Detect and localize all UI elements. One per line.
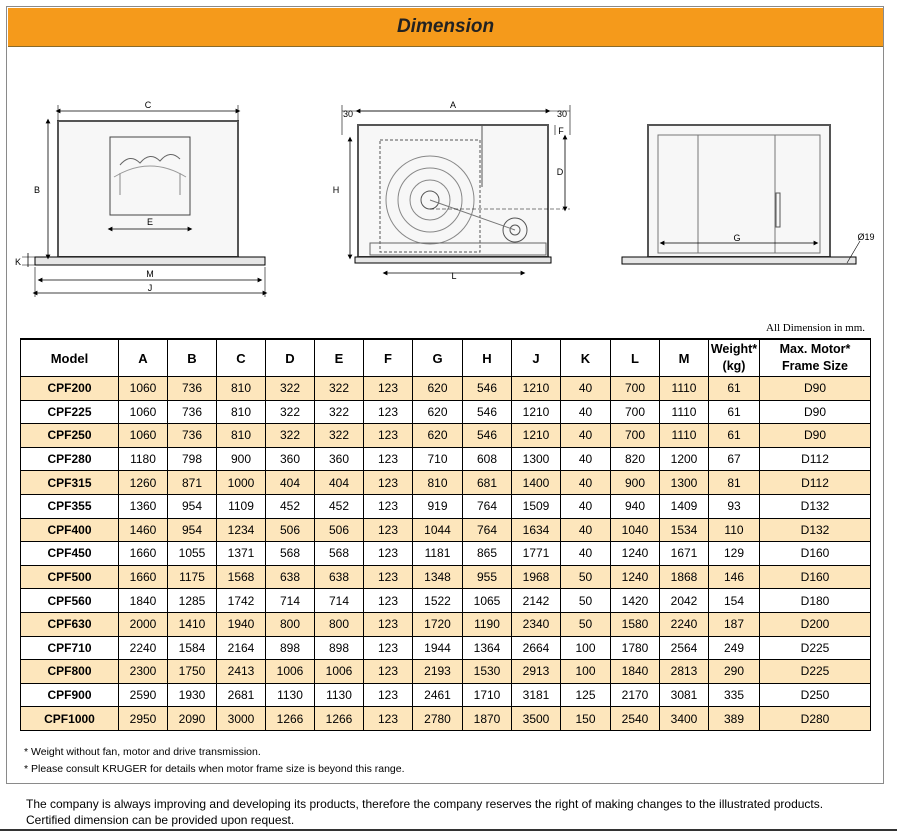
table-row bbox=[21, 707, 871, 731]
table-cell: 2300 bbox=[119, 660, 168, 684]
table-cell: 1420 bbox=[611, 589, 660, 613]
bottom-rule bbox=[0, 829, 897, 831]
table-cell: 1968 bbox=[512, 565, 561, 589]
table-cell: 404 bbox=[266, 471, 315, 495]
table-cell: 452 bbox=[315, 494, 364, 518]
table-cell: 546 bbox=[463, 377, 512, 401]
table-cell: 714 bbox=[266, 589, 315, 613]
dim-label-d: D bbox=[556, 167, 564, 177]
table-cell: 1200 bbox=[660, 447, 709, 471]
table-cell: 700 bbox=[611, 400, 660, 424]
table-cell: 3081 bbox=[660, 683, 709, 707]
column-header-line: (kg) bbox=[722, 359, 746, 373]
model-cell: CPF315 bbox=[21, 471, 119, 495]
table-cell: 2950 bbox=[119, 707, 168, 731]
table-cell: 123 bbox=[364, 683, 413, 707]
table-cell: 2090 bbox=[168, 707, 217, 731]
table-cell: 620 bbox=[413, 400, 463, 424]
table-cell: 50 bbox=[561, 612, 611, 636]
table-cell: 93 bbox=[709, 494, 760, 518]
table-cell: 1360 bbox=[119, 494, 168, 518]
table-cell: 736 bbox=[168, 400, 217, 424]
table-cell: 1868 bbox=[660, 565, 709, 589]
table-cell: 1060 bbox=[119, 400, 168, 424]
table-cell: 2564 bbox=[660, 636, 709, 660]
table-cell: 1266 bbox=[315, 707, 364, 731]
table-cell: 2164 bbox=[217, 636, 266, 660]
table-cell: 764 bbox=[463, 518, 512, 542]
table-cell: 123 bbox=[364, 377, 413, 401]
column-header bbox=[760, 339, 871, 377]
table-cell: 1055 bbox=[168, 542, 217, 566]
table-cell: 1870 bbox=[463, 707, 512, 731]
table-cell: 1300 bbox=[660, 471, 709, 495]
table-cell: 940 bbox=[611, 494, 660, 518]
table-cell: 1109 bbox=[217, 494, 266, 518]
table-cell: 335 bbox=[709, 683, 760, 707]
table-cell: 620 bbox=[413, 377, 463, 401]
table-cell: 900 bbox=[217, 447, 266, 471]
footer-line-2: Certified dimension can be provided upon request. bbox=[26, 813, 295, 827]
table-cell: 810 bbox=[217, 424, 266, 448]
column-header-line: Max. Motor* bbox=[779, 342, 851, 356]
table-cell: 123 bbox=[364, 612, 413, 636]
dimension-unit-note: All Dimension in mm. bbox=[766, 322, 865, 334]
table-cell: 150 bbox=[561, 707, 611, 731]
table-cell: 1181 bbox=[413, 542, 463, 566]
table-row bbox=[21, 400, 871, 424]
table-cell: 123 bbox=[364, 542, 413, 566]
table-row bbox=[21, 542, 871, 566]
table-cell: 919 bbox=[413, 494, 463, 518]
dim-label-l: L bbox=[451, 271, 457, 281]
dim-label-h: H bbox=[332, 185, 340, 195]
table-cell: 1006 bbox=[266, 660, 315, 684]
table-cell: 1400 bbox=[512, 471, 561, 495]
table-cell: 3000 bbox=[217, 707, 266, 731]
table-cell: D90 bbox=[760, 424, 871, 448]
table-cell: 2240 bbox=[660, 612, 709, 636]
table-row bbox=[21, 518, 871, 542]
table-cell: D200 bbox=[760, 612, 871, 636]
table-cell: 40 bbox=[561, 542, 611, 566]
table-cell: 249 bbox=[709, 636, 760, 660]
column-header: J bbox=[512, 339, 561, 377]
dim-label-30-right: 30 bbox=[556, 109, 568, 119]
table-cell: 125 bbox=[561, 683, 611, 707]
table-cell: 1006 bbox=[315, 660, 364, 684]
table-cell: 123 bbox=[364, 636, 413, 660]
model-cell: CPF355 bbox=[21, 494, 119, 518]
table-cell: 714 bbox=[315, 589, 364, 613]
table-cell: 620 bbox=[413, 424, 463, 448]
table-cell: 1410 bbox=[168, 612, 217, 636]
table-cell: 1771 bbox=[512, 542, 561, 566]
table-cell: 123 bbox=[364, 494, 413, 518]
table-cell: D250 bbox=[760, 683, 871, 707]
table-cell: 123 bbox=[364, 424, 413, 448]
table-cell: 1065 bbox=[463, 589, 512, 613]
table-cell: 3181 bbox=[512, 683, 561, 707]
dim-label-b: B bbox=[33, 185, 41, 195]
technical-drawings bbox=[10, 95, 880, 305]
rear-view-drawing bbox=[622, 125, 860, 264]
table-cell: 1130 bbox=[315, 683, 364, 707]
table-cell: 123 bbox=[364, 471, 413, 495]
table-cell: 1234 bbox=[217, 518, 266, 542]
table-cell: 1660 bbox=[119, 565, 168, 589]
column-header bbox=[709, 339, 760, 377]
dim-label-30-left: 30 bbox=[342, 109, 354, 119]
table-row bbox=[21, 447, 871, 471]
dim-label-diameter: Ø19 bbox=[857, 232, 875, 242]
column-header: Model bbox=[21, 339, 119, 377]
table-cell: D225 bbox=[760, 660, 871, 684]
model-cell: CPF900 bbox=[21, 683, 119, 707]
column-header: M bbox=[660, 339, 709, 377]
table-cell: 100 bbox=[561, 660, 611, 684]
table-cell: D132 bbox=[760, 518, 871, 542]
model-cell: CPF400 bbox=[21, 518, 119, 542]
front-view-drawing bbox=[22, 105, 265, 297]
table-cell: 123 bbox=[364, 447, 413, 471]
table-cell: D90 bbox=[760, 400, 871, 424]
table-cell: 764 bbox=[463, 494, 512, 518]
table-cell: 1710 bbox=[463, 683, 512, 707]
table-cell: 1180 bbox=[119, 447, 168, 471]
column-header: E bbox=[315, 339, 364, 377]
table-row bbox=[21, 471, 871, 495]
dim-label-g: G bbox=[733, 233, 741, 243]
table-cell: 1780 bbox=[611, 636, 660, 660]
table-cell: 1260 bbox=[119, 471, 168, 495]
table-cell: 2170 bbox=[611, 683, 660, 707]
model-cell: CPF710 bbox=[21, 636, 119, 660]
table-cell: 1348 bbox=[413, 565, 463, 589]
table-cell: 1044 bbox=[413, 518, 463, 542]
dim-label-k: K bbox=[14, 257, 22, 267]
table-cell: 1750 bbox=[168, 660, 217, 684]
table-cell: 506 bbox=[315, 518, 364, 542]
table-cell: 1944 bbox=[413, 636, 463, 660]
table-cell: 187 bbox=[709, 612, 760, 636]
table-cell: 110 bbox=[709, 518, 760, 542]
table-cell: 638 bbox=[315, 565, 364, 589]
table-row bbox=[21, 589, 871, 613]
footnote-weight: * Weight without fan, motor and drive transmission. bbox=[24, 746, 261, 758]
table-cell: 322 bbox=[266, 424, 315, 448]
model-cell: CPF200 bbox=[21, 377, 119, 401]
table-cell: 820 bbox=[611, 447, 660, 471]
table-cell: D225 bbox=[760, 636, 871, 660]
table-cell: 800 bbox=[315, 612, 364, 636]
table-cell: 40 bbox=[561, 377, 611, 401]
table-cell: 1660 bbox=[119, 542, 168, 566]
table-cell: 954 bbox=[168, 494, 217, 518]
table-row bbox=[21, 612, 871, 636]
table-cell: 2000 bbox=[119, 612, 168, 636]
column-header: D bbox=[266, 339, 315, 377]
table-cell: 710 bbox=[413, 447, 463, 471]
table-cell: D180 bbox=[760, 589, 871, 613]
table-cell: 1460 bbox=[119, 518, 168, 542]
table-cell: 404 bbox=[315, 471, 364, 495]
section-title-text: Dimension bbox=[396, 16, 495, 37]
dim-label-j: J bbox=[147, 283, 153, 293]
table-cell: 40 bbox=[561, 424, 611, 448]
table-cell: 67 bbox=[709, 447, 760, 471]
table-cell: 1110 bbox=[660, 400, 709, 424]
table-cell: 900 bbox=[611, 471, 660, 495]
table-cell: 40 bbox=[561, 494, 611, 518]
table-cell: 1266 bbox=[266, 707, 315, 731]
table-cell: 2042 bbox=[660, 589, 709, 613]
table-cell: 1522 bbox=[413, 589, 463, 613]
column-header: L bbox=[611, 339, 660, 377]
table-cell: 1371 bbox=[217, 542, 266, 566]
column-header: H bbox=[463, 339, 512, 377]
table-row bbox=[21, 424, 871, 448]
table-cell: 1509 bbox=[512, 494, 561, 518]
footnotes bbox=[24, 744, 405, 778]
table-cell: 638 bbox=[266, 565, 315, 589]
table-cell: 1580 bbox=[611, 612, 660, 636]
table-cell: 1130 bbox=[266, 683, 315, 707]
table-cell: 1840 bbox=[119, 589, 168, 613]
table-cell: 871 bbox=[168, 471, 217, 495]
table-cell: 1634 bbox=[512, 518, 561, 542]
table-cell: 322 bbox=[315, 424, 364, 448]
table-cell: 290 bbox=[709, 660, 760, 684]
table-cell: 810 bbox=[217, 377, 266, 401]
column-header: K bbox=[561, 339, 611, 377]
table-cell: 1210 bbox=[512, 400, 561, 424]
table-cell: 955 bbox=[463, 565, 512, 589]
table-cell: 40 bbox=[561, 447, 611, 471]
table-cell: 1000 bbox=[217, 471, 266, 495]
table-cell: 681 bbox=[463, 471, 512, 495]
table-row bbox=[21, 636, 871, 660]
table-cell: 2340 bbox=[512, 612, 561, 636]
table-cell: 1720 bbox=[413, 612, 463, 636]
table-cell: D112 bbox=[760, 447, 871, 471]
table-cell: D90 bbox=[760, 377, 871, 401]
table-cell: 2142 bbox=[512, 589, 561, 613]
footer-line-1: The company is always improving and developing its products, therefore the company reserves the right of making changes to the illustrated products. bbox=[26, 797, 824, 811]
table-cell: 1568 bbox=[217, 565, 266, 589]
table-cell: 1240 bbox=[611, 542, 660, 566]
table-cell: 61 bbox=[709, 424, 760, 448]
table-cell: D160 bbox=[760, 542, 871, 566]
table-cell: 568 bbox=[315, 542, 364, 566]
table-cell: 1940 bbox=[217, 612, 266, 636]
table-cell: 322 bbox=[266, 377, 315, 401]
table-cell: 100 bbox=[561, 636, 611, 660]
table-cell: 1300 bbox=[512, 447, 561, 471]
model-cell: CPF280 bbox=[21, 447, 119, 471]
table-cell: 2913 bbox=[512, 660, 561, 684]
table-cell: 546 bbox=[463, 400, 512, 424]
table-row bbox=[21, 683, 871, 707]
table-cell: 1175 bbox=[168, 565, 217, 589]
side-view-drawing bbox=[342, 105, 570, 273]
table-cell: 3500 bbox=[512, 707, 561, 731]
model-cell: CPF250 bbox=[21, 424, 119, 448]
table-cell: 123 bbox=[364, 400, 413, 424]
table-cell: 146 bbox=[709, 565, 760, 589]
table-cell: D160 bbox=[760, 565, 871, 589]
table-cell: D112 bbox=[760, 471, 871, 495]
table-cell: 1364 bbox=[463, 636, 512, 660]
dim-label-f: F bbox=[558, 126, 564, 136]
footer-disclaimer bbox=[26, 796, 823, 828]
table-cell: 2413 bbox=[217, 660, 266, 684]
dim-label-a: A bbox=[449, 100, 457, 110]
model-cell: CPF225 bbox=[21, 400, 119, 424]
column-header-line: Weight* bbox=[710, 342, 758, 356]
table-cell: 898 bbox=[266, 636, 315, 660]
dimension-table bbox=[20, 338, 871, 731]
table-cell: 1409 bbox=[660, 494, 709, 518]
table-cell: 810 bbox=[217, 400, 266, 424]
table-cell: 81 bbox=[709, 471, 760, 495]
table-cell: 865 bbox=[463, 542, 512, 566]
table-cell: 123 bbox=[364, 518, 413, 542]
table-cell: 2590 bbox=[119, 683, 168, 707]
dim-label-m: M bbox=[146, 269, 154, 279]
table-cell: 736 bbox=[168, 424, 217, 448]
table-cell: 1240 bbox=[611, 565, 660, 589]
table-header-row bbox=[21, 339, 871, 377]
table-cell: 1285 bbox=[168, 589, 217, 613]
column-header-line: Frame Size bbox=[781, 359, 848, 373]
column-header: A bbox=[119, 339, 168, 377]
table-cell: 3400 bbox=[660, 707, 709, 731]
table-cell: 452 bbox=[266, 494, 315, 518]
table-cell: 700 bbox=[611, 424, 660, 448]
model-cell: CPF450 bbox=[21, 542, 119, 566]
table-cell: 322 bbox=[315, 400, 364, 424]
table-cell: 129 bbox=[709, 542, 760, 566]
table-cell: 1210 bbox=[512, 377, 561, 401]
dim-label-e: E bbox=[146, 217, 154, 227]
table-cell: 1040 bbox=[611, 518, 660, 542]
footnote-motor: * Please consult KRUGER for details when motor frame size is beyond this range. bbox=[24, 763, 405, 775]
table-cell: 1190 bbox=[463, 612, 512, 636]
table-cell: 1530 bbox=[463, 660, 512, 684]
table-cell: 50 bbox=[561, 565, 611, 589]
column-header: G bbox=[413, 339, 463, 377]
table-cell: 2813 bbox=[660, 660, 709, 684]
table-cell: 40 bbox=[561, 518, 611, 542]
section-title bbox=[8, 8, 883, 47]
table-cell: 1840 bbox=[611, 660, 660, 684]
table-cell: 1110 bbox=[660, 424, 709, 448]
table-cell: 568 bbox=[266, 542, 315, 566]
table-cell: 608 bbox=[463, 447, 512, 471]
table-cell: 1671 bbox=[660, 542, 709, 566]
table-cell: 50 bbox=[561, 589, 611, 613]
table-cell: D132 bbox=[760, 494, 871, 518]
table-cell: 40 bbox=[561, 400, 611, 424]
table-cell: D280 bbox=[760, 707, 871, 731]
table-cell: 123 bbox=[364, 565, 413, 589]
table-cell: 800 bbox=[266, 612, 315, 636]
table-row bbox=[21, 565, 871, 589]
table-cell: 40 bbox=[561, 471, 611, 495]
table-cell: 2240 bbox=[119, 636, 168, 660]
table-cell: 123 bbox=[364, 589, 413, 613]
table-cell: 322 bbox=[315, 377, 364, 401]
table-cell: 798 bbox=[168, 447, 217, 471]
table-cell: 123 bbox=[364, 707, 413, 731]
table-cell: 2780 bbox=[413, 707, 463, 731]
table-row bbox=[21, 377, 871, 401]
table-cell: 954 bbox=[168, 518, 217, 542]
table-cell: 360 bbox=[315, 447, 364, 471]
model-cell: CPF630 bbox=[21, 612, 119, 636]
table-cell: 1534 bbox=[660, 518, 709, 542]
dim-label-c: C bbox=[144, 100, 152, 110]
table-cell: 61 bbox=[709, 377, 760, 401]
table-row bbox=[21, 494, 871, 518]
table-row bbox=[21, 660, 871, 684]
table-cell: 506 bbox=[266, 518, 315, 542]
table-cell: 389 bbox=[709, 707, 760, 731]
table-cell: 1930 bbox=[168, 683, 217, 707]
table-cell: 700 bbox=[611, 377, 660, 401]
table-cell: 1742 bbox=[217, 589, 266, 613]
table-cell: 1060 bbox=[119, 377, 168, 401]
table-cell: 736 bbox=[168, 377, 217, 401]
table-cell: 1110 bbox=[660, 377, 709, 401]
table-cell: 546 bbox=[463, 424, 512, 448]
model-cell: CPF800 bbox=[21, 660, 119, 684]
model-cell: CPF500 bbox=[21, 565, 119, 589]
table-cell: 123 bbox=[364, 660, 413, 684]
table-body bbox=[21, 377, 871, 731]
table-cell: 898 bbox=[315, 636, 364, 660]
table-cell: 2664 bbox=[512, 636, 561, 660]
table-cell: 2681 bbox=[217, 683, 266, 707]
table-cell: 1210 bbox=[512, 424, 561, 448]
table-cell: 322 bbox=[266, 400, 315, 424]
table-cell: 2193 bbox=[413, 660, 463, 684]
table-cell: 2461 bbox=[413, 683, 463, 707]
column-header: F bbox=[364, 339, 413, 377]
model-cell: CPF1000 bbox=[21, 707, 119, 731]
table-cell: 360 bbox=[266, 447, 315, 471]
model-cell: CPF560 bbox=[21, 589, 119, 613]
table-cell: 154 bbox=[709, 589, 760, 613]
table-cell: 1584 bbox=[168, 636, 217, 660]
column-header: B bbox=[168, 339, 217, 377]
column-header: C bbox=[217, 339, 266, 377]
table-cell: 2540 bbox=[611, 707, 660, 731]
table-cell: 810 bbox=[413, 471, 463, 495]
table-cell: 1060 bbox=[119, 424, 168, 448]
table-cell: 61 bbox=[709, 400, 760, 424]
